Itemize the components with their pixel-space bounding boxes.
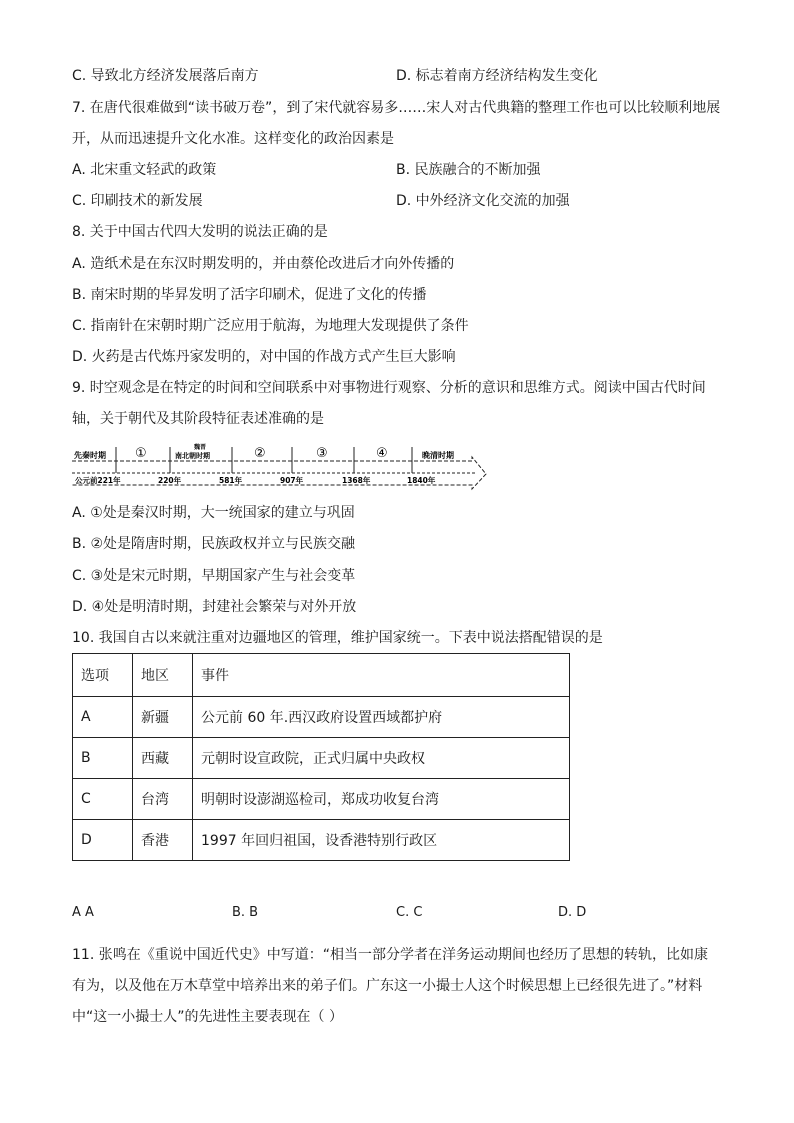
table-cell: 新疆 xyxy=(133,697,193,738)
table-cell: C xyxy=(73,779,133,820)
q10-answer-b: B. B xyxy=(232,905,259,920)
table-row xyxy=(73,820,570,861)
q9-stem-line2: 轴，关于朝代及其阶段特征表述准确的是 xyxy=(72,411,324,427)
table-cell: 元朝时设宣政院，正式归属中央政权 xyxy=(193,738,570,779)
timeline-date-label: 公元前221年 xyxy=(75,476,121,485)
q11-line3: 中“这一小撮士人”的先进性主要表现在（ ） xyxy=(72,1009,343,1025)
timeline-period-label: 晚清时期 xyxy=(422,451,454,460)
table-cell: 公元前 60 年.西汉政府设置西域都护府 xyxy=(193,697,570,738)
q10-stem: 10. 我国自古以来就注重对边疆地区的管理，维护国家统一。下表中说法搭配错误的是 xyxy=(72,630,603,646)
table-header-cell: 地区 xyxy=(133,654,193,697)
table-cell: 西藏 xyxy=(133,738,193,779)
q10-table xyxy=(72,653,570,861)
q9-option-c: C. ③处是宋元时期，早期国家产生与社会变革 xyxy=(72,568,356,584)
q9-option-d: D. ④处是明清时期，封建社会繁荣与对外开放 xyxy=(72,599,357,615)
q7-option-a: A. 北宋重文轻武的政策 xyxy=(72,162,217,178)
timeline-period-label: ② xyxy=(254,446,266,461)
timeline-date-label: 220年 xyxy=(158,476,182,485)
q9-option-a: A. ①处是秦汉时期，大一统国家的建立与巩固 xyxy=(72,505,355,521)
table-cell: 香港 xyxy=(133,820,193,861)
q10-answer-c: C. C xyxy=(396,905,423,920)
table-cell: 1997 年回归祖国，设香港特别行政区 xyxy=(193,820,570,861)
q8-option-c: C. 指南针在宋朝时期广泛应用于航海，为地理大发现提供了条件 xyxy=(72,318,469,334)
q8-stem: 8. 关于中国古代四大发明的说法正确的是 xyxy=(72,224,328,240)
q7-option-c: C. 印刷技术的新发展 xyxy=(72,193,203,209)
table-cell: 明朝时设澎湖巡检司，郑成功收复台湾 xyxy=(193,779,570,820)
q6-option-d: D. 标志着南方经济结构发生变化 xyxy=(396,68,598,84)
timeline-period-label: 魏晋 xyxy=(194,444,207,451)
table-row xyxy=(73,779,570,820)
q9-stem-line1: 9. 时空观念是在特定的时间和空间联系中对事物进行观察、分析的意识和思维方式。阅读中国古代时间 xyxy=(72,380,706,396)
timeline-date-label: 1840年 xyxy=(407,476,436,485)
timeline-period-label: 南北朝时期 xyxy=(175,452,210,460)
q9-option-b: B. ②处是隋唐时期，民族政权并立与民族交融 xyxy=(72,536,356,552)
q10-answer-a: A A xyxy=(72,905,94,920)
timeline-date-label: 581年 xyxy=(219,476,243,485)
timeline-period-label: ④ xyxy=(376,446,388,461)
q7-stem-line2: 开，从而迅速提升文化水准。这样变化的政治因素是 xyxy=(72,131,394,147)
timeline-figure xyxy=(72,443,492,493)
q8-option-b: B. 南宋时期的毕昇发明了活字印刷术，促进了文化的传播 xyxy=(72,287,427,303)
table-cell: 台湾 xyxy=(133,779,193,820)
q10-answer-d: D. D xyxy=(558,905,587,920)
timeline-period-label: 先秦时期 xyxy=(74,451,106,460)
q8-option-a: A. 造纸术是在东汉时期发明的，并由蔡伦改进后才向外传播的 xyxy=(72,256,455,272)
table-header-cell: 选项 xyxy=(73,654,133,697)
table-header-row xyxy=(73,654,570,697)
table-cell: D xyxy=(73,820,133,861)
q8-option-d: D. 火药是古代炼丹家发明的，对中国的作战方式产生巨大影响 xyxy=(72,349,456,365)
q11-line1: 11. 张鸣在《重说中国近代史》中写道：“相当一部分学者在洋务运动期间也经历了思想的转轨，比如康 xyxy=(72,947,708,963)
table-cell: B xyxy=(73,738,133,779)
q7-stem-line1: 7. 在唐代很难做到“读书破万卷”，到了宋代就容易多……宋人对古代典籍的整理工作也可以比较顺利地展 xyxy=(72,100,721,116)
table-header-cell: 事件 xyxy=(193,654,570,697)
q7-option-b: B. 民族融合的不断加强 xyxy=(396,162,541,178)
q6-option-c: C. 导致北方经济发展落后南方 xyxy=(72,68,259,84)
table-row xyxy=(73,738,570,779)
q11-line2: 有为，以及他在万木草堂中培养出来的弟子们。广东这一小撮士人这个时候思想上已经很先进了。”材料 xyxy=(72,978,703,994)
table-row xyxy=(73,697,570,738)
timeline-date-label: 907年 xyxy=(280,476,304,485)
timeline-date-label: 1368年 xyxy=(342,476,371,485)
timeline-period-label: ③ xyxy=(316,446,328,461)
table-cell: A xyxy=(73,697,133,738)
timeline-period-label: ① xyxy=(135,446,147,461)
q7-option-d: D. 中外经济文化交流的加强 xyxy=(396,193,570,209)
